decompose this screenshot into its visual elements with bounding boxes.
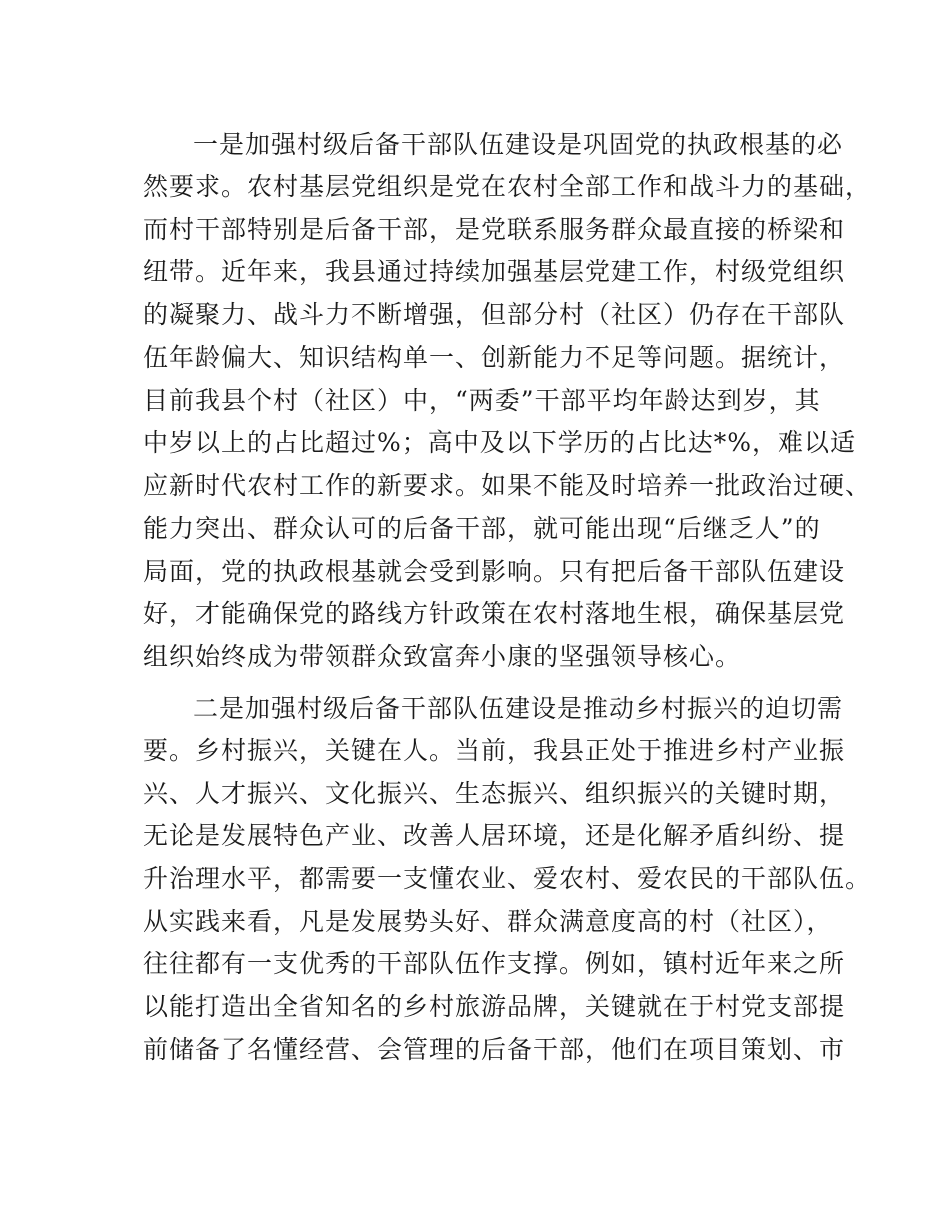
paragraph-line: 二是加强村级后备干部队伍建设是推动乡村振兴的迫切需 — [193, 694, 844, 723]
paragraph-line: 伍年龄偏大、知识结构单一、创新能力不足等问题。据统计， — [143, 343, 846, 372]
paragraph-line: 目前我县个村（社区）中，“两委”干部平均年龄达到岁，其 — [143, 386, 821, 415]
paragraph-line: 前储备了名懂经营、会管理的后备干部，他们在项目策划、市 — [143, 1035, 846, 1064]
paragraph-line: 以能打造出全省知名的乡村旅游品牌，关键就在于村党支部提 — [143, 992, 846, 1021]
paragraph-line: 要。乡村振兴，关键在人。当前，我县正处于推进乡村产业振 — [143, 736, 846, 765]
paragraph-line: 而村干部特别是后备干部，是党联系服务群众最直接的桥梁和 — [143, 215, 846, 244]
paragraph-line: 中岁以上的占比超过%；高中及以下学历的占比达*%，难以适 — [143, 428, 857, 457]
paragraph-line: 局面，党的执政根基就会受到影响。只有把后备干部队伍建设 — [143, 557, 846, 586]
paragraph-line: 无论是发展特色产业、改善人居环境，还是化解矛盾纠纷、提 — [143, 821, 846, 850]
paragraph-line: 升治理水平，都需要一支懂农业、爱农村、爱农民的干部队伍。 — [143, 864, 872, 893]
paragraph-line: 一是加强村级后备干部队伍建设是巩固党的执政根基的必 — [193, 130, 844, 159]
paragraph-line: 然要求。农村基层党组织是党在农村全部工作和战斗力的基础， — [143, 172, 872, 201]
paragraph-line: 往往都有一支优秀的干部队伍作支撑。例如，镇村近年来之所 — [143, 949, 846, 978]
paragraph-line: 兴、人才振兴、文化振兴、生态振兴、组织振兴的关键时期， — [143, 779, 846, 808]
paragraph-line: 从实践来看，凡是发展势头好、群众满意度高的村（社区）， — [143, 907, 833, 936]
paragraph-line: 好，才能确保党的路线方针政策在农村落地生根，确保基层党 — [143, 599, 846, 628]
paragraph-line: 组织始终成为带领群众致富奔小康的坚强领导核心。 — [143, 642, 742, 671]
paragraph-line: 能力突出、群众认可的后备干部，就可能出现“后继乏人”的 — [143, 514, 821, 543]
paragraph-line: 应新时代农村工作的新要求。如果不能及时培养一批政治过硬、 — [143, 471, 872, 500]
paragraph-line: 的凝聚力、战斗力不断增强，但部分村（社区）仍存在干部队 — [143, 300, 846, 329]
paragraph-line: 纽带。近年来，我县通过持续加强基层党建工作，村级党组织 — [143, 257, 846, 286]
